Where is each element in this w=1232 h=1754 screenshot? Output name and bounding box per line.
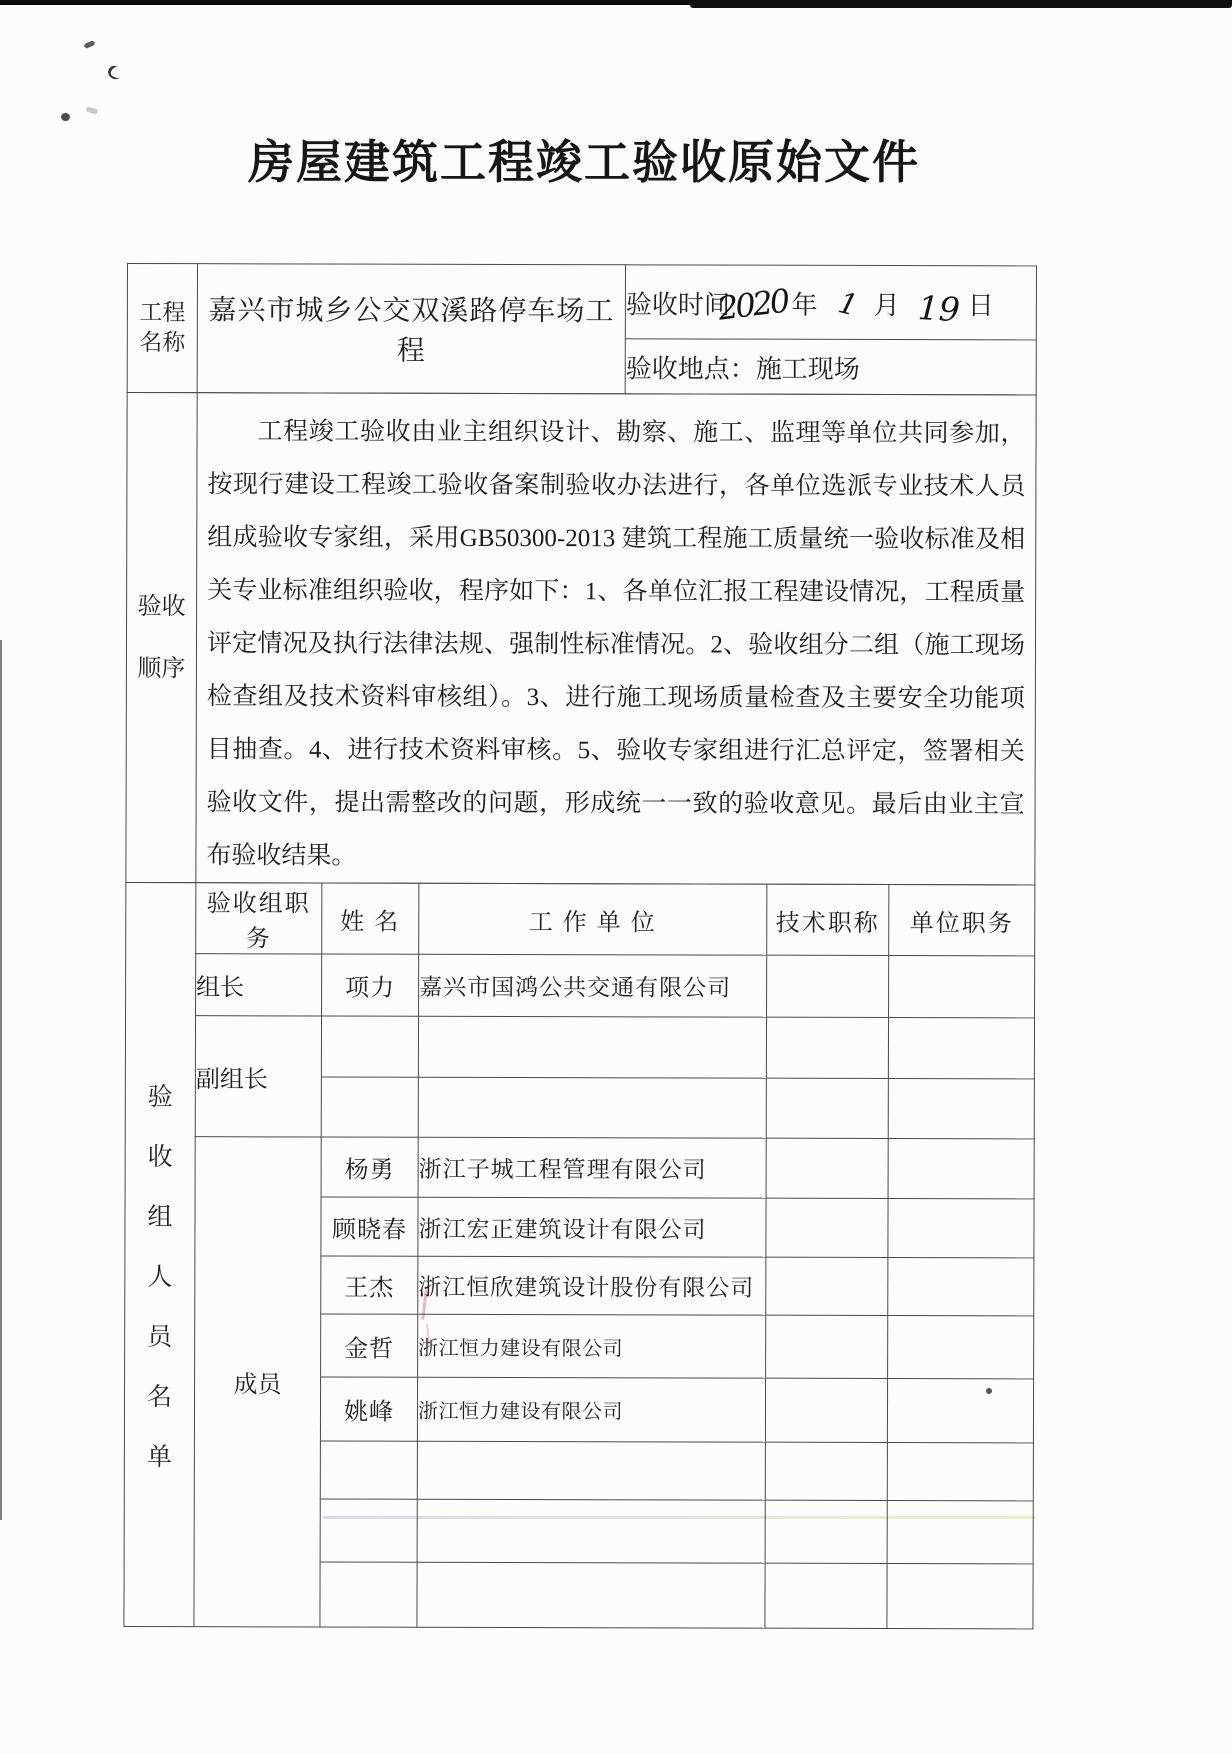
acceptance-team-roster-table [123, 882, 1035, 1629]
unit-cell: 浙江恒力建设有限公司 [418, 1314, 766, 1378]
name-cell: 项力 [322, 954, 419, 1016]
title-cell [766, 1257, 888, 1315]
name-cell: 姚峰 [320, 1377, 417, 1441]
unit-cell: 浙江恒欣建筑设计股份有限公司 [418, 1256, 766, 1315]
name-cell [320, 1441, 417, 1499]
name-cell: 杨勇 [321, 1137, 418, 1197]
title-cell [766, 1198, 888, 1257]
unit-cell: 浙江宏正建筑设计有限公司 [418, 1197, 766, 1257]
unit-cell [418, 1016, 766, 1078]
duty-cell [888, 1198, 1034, 1257]
document-title: 房屋建筑工程竣工验收原始文件 [248, 137, 920, 188]
procedure-text: 工程竣工验收由业主组织设计、勘察、施工、监理等单位共同参加，按现行建设工程竣工验收备案制验收办法进行，各单位选派专业技术人员组成验收专家组，采用GB50300-2013 建筑工程施工质量统一验收标准及相关专业标准组织验收，程序如下：1、各单位汇报工程建设情况，工程质量评定情况及执行法律法规、强制性标准情况。2、验收组分二组（施工现场检查组及技术资料审核组）。3、进行施工现场质量检查及主要安全功能项目抽查。4、进行技术资料审核。5、验收专家组进行汇总评定，签署相关验收文件，提出需整改的问题，形成统一一致的验收意见。最后由业主宣布验收结果。 [206, 418, 1026, 870]
day-character: 日 [967, 291, 994, 321]
name-cell [320, 1562, 417, 1627]
ink-speck [60, 112, 70, 121]
title-cell [765, 1442, 887, 1500]
handwritten-year: 2020 [715, 281, 790, 328]
title-cell [765, 1563, 887, 1628]
title-cell [767, 955, 889, 1017]
name-cell [321, 1077, 418, 1137]
role-cell: 成员 [194, 1137, 321, 1627]
scan-edge-left [0, 640, 2, 1520]
name-cell: 王杰 [321, 1256, 418, 1314]
project-name-label: 工程 名称 [127, 264, 197, 393]
acceptance-time-cell [625, 265, 1036, 340]
acceptance-time-label: 验收时间 [625, 290, 730, 320]
duty-cell [887, 1378, 1033, 1442]
month-character: 月 [873, 290, 900, 321]
acceptance-procedure-table [125, 392, 1036, 885]
unit-cell [417, 1441, 765, 1500]
leader-row [126, 953, 1035, 1017]
project-info-table [127, 263, 1037, 395]
unit-cell [417, 1562, 765, 1628]
member-row [125, 1136, 1034, 1198]
column-header-title: 技术职称 [767, 884, 889, 955]
handwritten-month: 1 [835, 285, 862, 323]
unit-cell: 嘉兴市国鸿公共交通有限公司 [419, 954, 767, 1017]
column-header-duty: 单位职务 [889, 884, 1035, 955]
name-cell: 顾晓春 [321, 1197, 418, 1256]
name-cell [320, 1499, 417, 1562]
title-cell [766, 1078, 888, 1138]
duty-cell [889, 955, 1035, 1017]
column-header-unit: 工 作 单 位 [419, 883, 767, 955]
roster-header-row [126, 882, 1035, 955]
title-cell [766, 1315, 888, 1378]
procedure-text-cell [196, 393, 1036, 885]
duty-cell [888, 1315, 1034, 1378]
unit-cell [417, 1499, 765, 1563]
ink-speck [83, 40, 95, 49]
deputy-row [125, 1015, 1034, 1078]
scan-edge-top-right [690, 0, 1232, 8]
unit-cell [418, 1077, 766, 1138]
title-cell [766, 1138, 888, 1198]
unit-cell: 浙江子城工程管理有限公司 [418, 1137, 766, 1198]
ink-speck [86, 107, 99, 115]
roster-side-label: 验 收 组 人 员 名 单 [124, 882, 196, 1626]
name-cell: 金哲 [321, 1314, 418, 1377]
role-cell: 副组长 [195, 1016, 321, 1137]
ink-speck [106, 63, 125, 82]
column-header-name: 姓 名 [322, 883, 419, 954]
duty-cell [888, 1017, 1034, 1078]
procedure-side-label: 验收 顺序 [126, 393, 197, 883]
project-name-value: 嘉兴市城乡公交双溪路停车场工程 [197, 264, 625, 394]
year-character: 年 [791, 290, 818, 320]
name-cell [321, 1016, 418, 1077]
column-header-role: 验收组职务 [196, 883, 322, 954]
duty-cell [888, 1138, 1034, 1198]
role-cell: 组长 [196, 954, 322, 1016]
duty-cell [887, 1442, 1033, 1500]
title-cell [766, 1017, 888, 1078]
duty-cell [888, 1257, 1034, 1315]
duty-cell [887, 1500, 1033, 1563]
acceptance-place-cell: 验收地点：施工现场 [625, 339, 1036, 395]
title-cell [765, 1500, 887, 1563]
document-body [123, 263, 1037, 1629]
duty-cell [887, 1563, 1033, 1628]
title-cell [765, 1378, 887, 1442]
duty-cell [888, 1078, 1034, 1138]
unit-cell: 浙江恒力建设有限公司 [417, 1377, 765, 1442]
handwritten-day: 19 [916, 288, 961, 330]
